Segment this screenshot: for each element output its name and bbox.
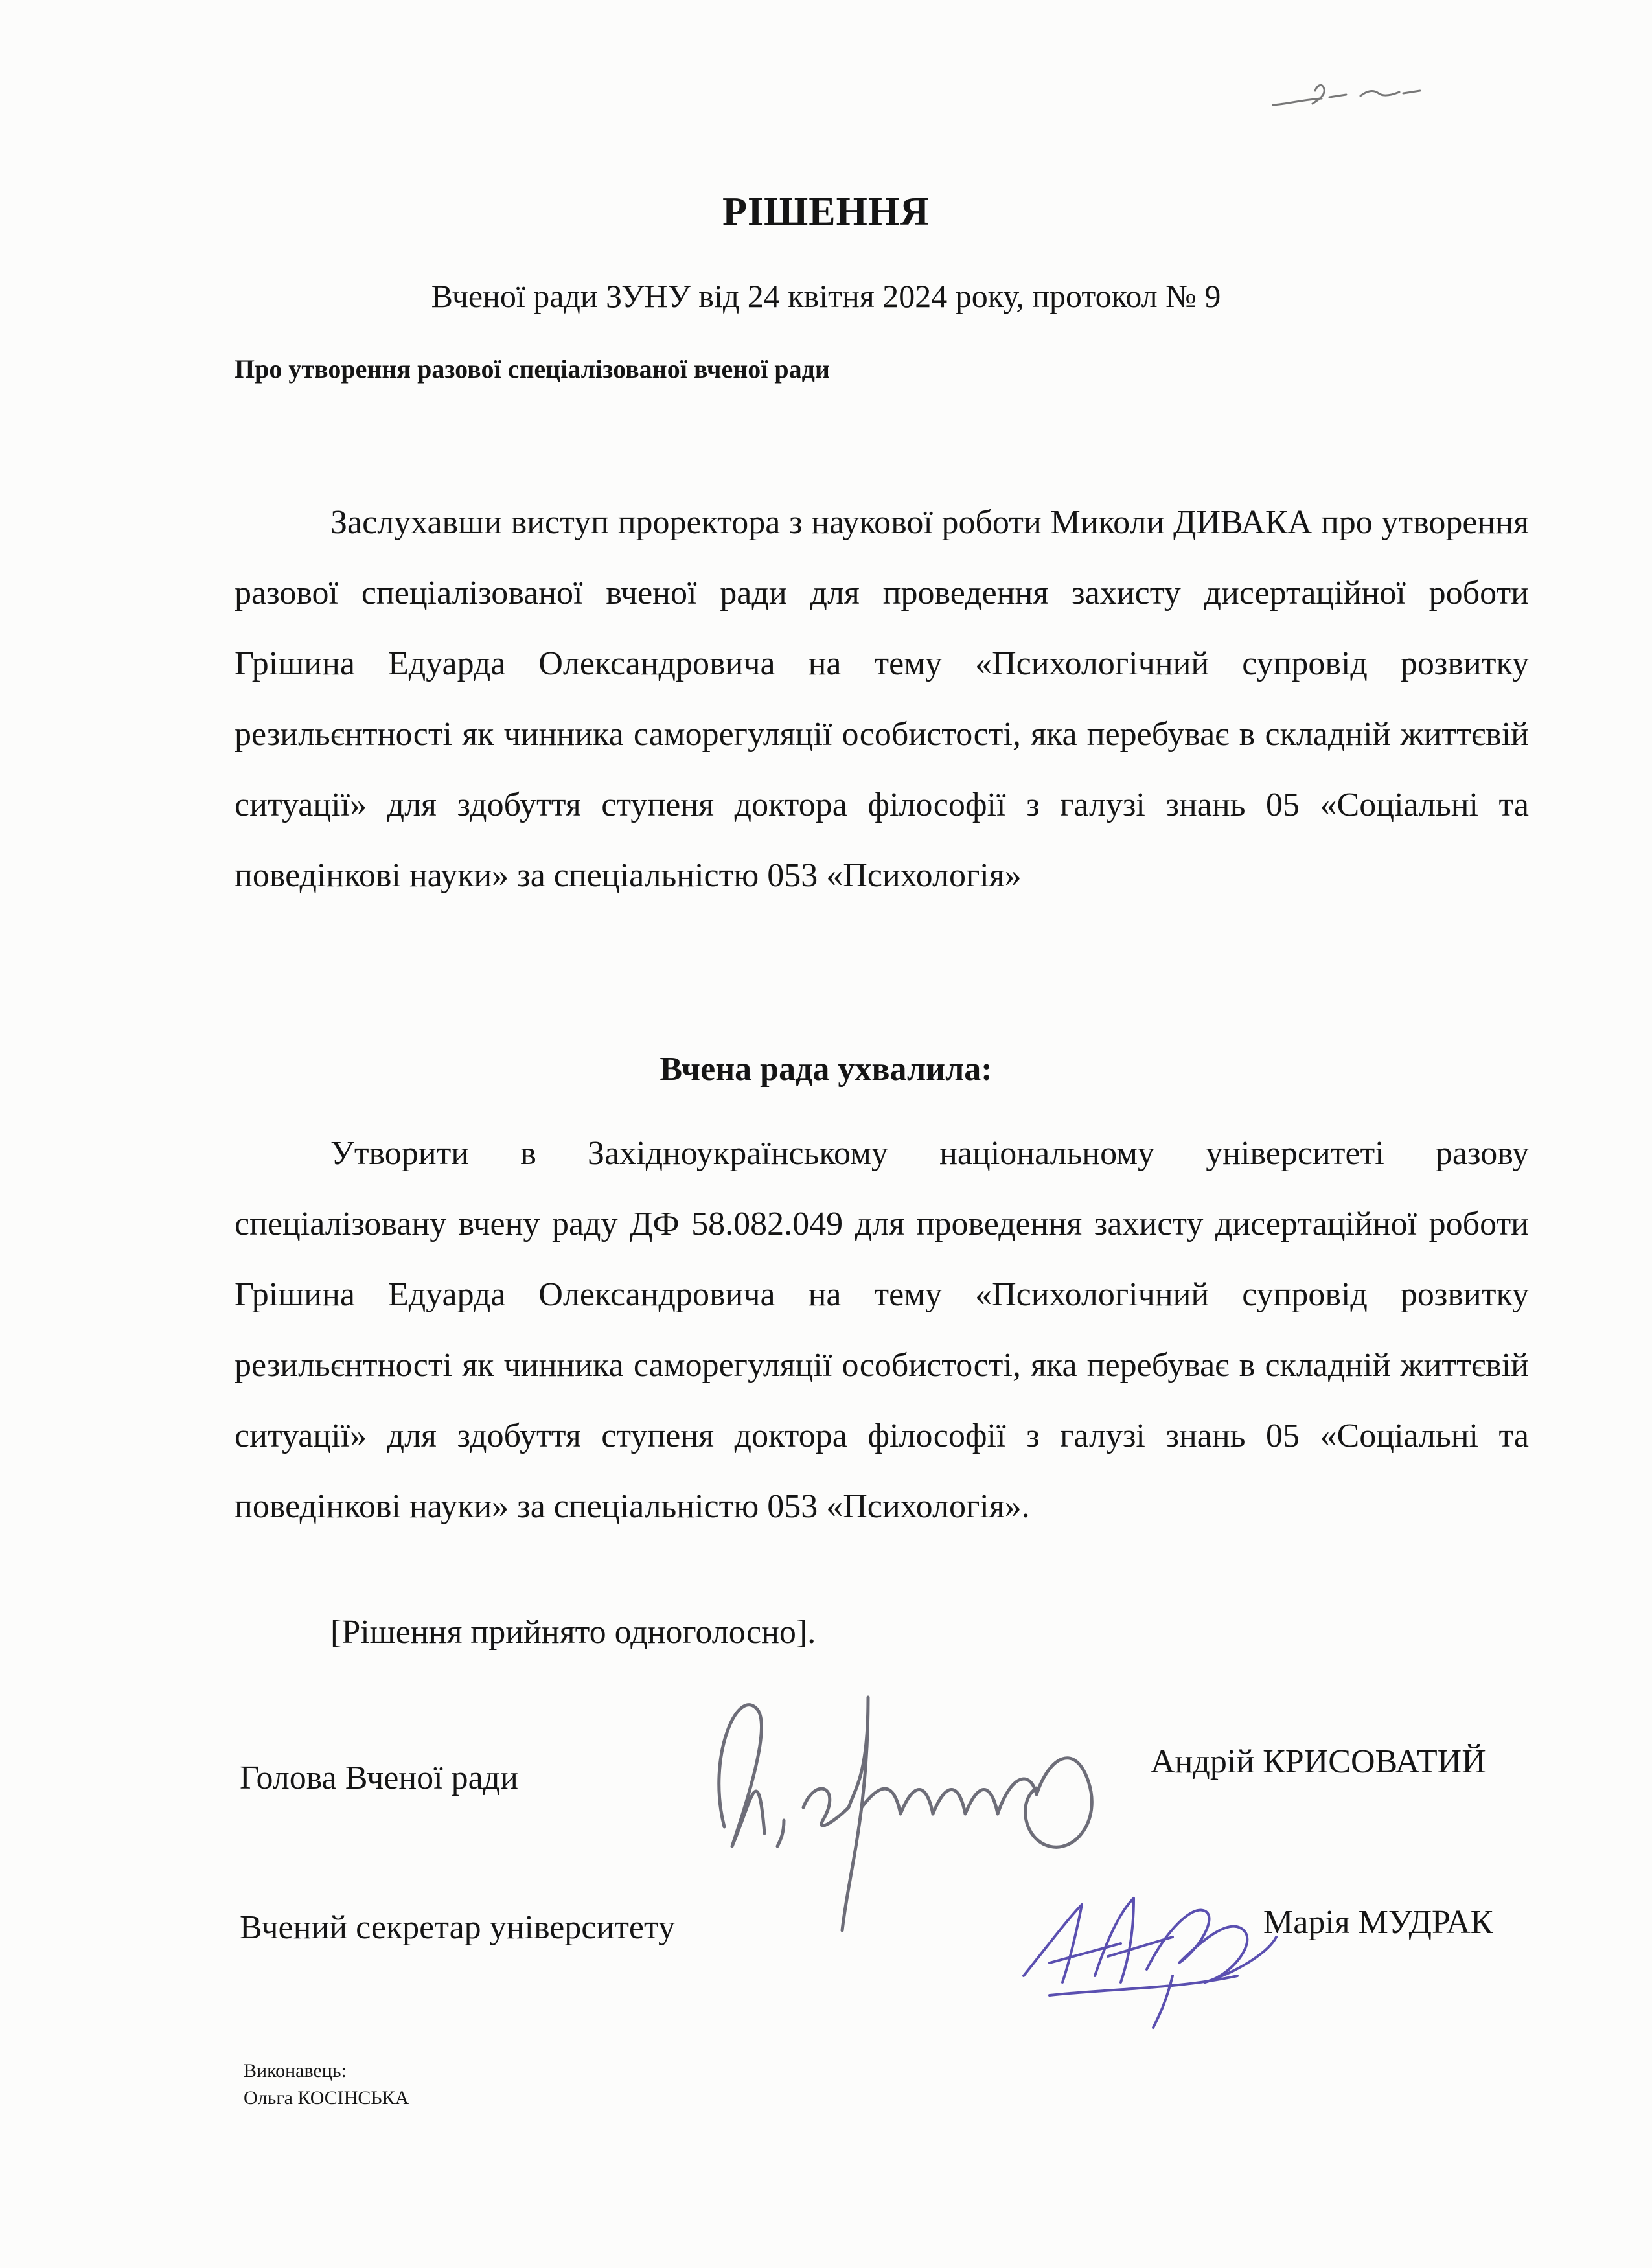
document-subtitle: Вченої ради ЗУНУ від 24 квітня 2024 року, протокол № 9 [431,278,1221,314]
executor-label: Виконавець: [244,2060,347,2081]
executor-block [244,2057,409,2112]
document-subject: Про утворення разової спеціалізованої вченої ради [235,354,830,384]
chair-name: Андрій КРИСОВАТИЙ [1151,1743,1486,1780]
executor-name: Ольга КОСІНСЬКА [244,2087,409,2109]
secretary-name: Марія МУДРАК [1263,1904,1493,1941]
chair-label: Голова Вченої ради [240,1759,518,1796]
unanimous-note: [Рішення прийнято одноголосно]. [330,1614,816,1651]
secretary-signature-icon [1011,1866,1289,2034]
resolution-paragraph: Утворити в Західноукраїнському національному університеті разову спеціалізовану вчену раду ДФ 58.082.049 для проведення захисту дисертаційної роботи Грішина Едуарда Олександровича на тему «Психологічний супровід розвитку резильєнтності як чинника саморегуляції особистості, яка перебуває в складній життєвій ситуації» для здобуття ступеня доктора філософії з галузі знань 05 «Соціальні та поведінкові науки» за спеціальністю 053 «Психологія». [235,1135,1529,1525]
handwritten-mark-icon [1270,71,1425,117]
secretary-label: Вчений секретар університету [240,1909,676,1946]
document-title: РІШЕННЯ [722,190,930,234]
hearing-paragraph: Заслухавши виступ проректора з наукової роботи Миколи ДИВАКА про утворення разової спеціалізованої вченої ради для проведення захисту дисертаційної роботи Грішина Едуарда Олександровича на тему «Психологічний супровід розвитку резильєнтності як чинника саморегуляції особистості, яка перебуває в складній життєвій ситуації» для здобуття ступеня доктора філософії з галузі знань 05 «Соціальні та поведінкові науки» за спеціальністю 053 «Психологія» [235,504,1529,894]
resolved-heading: Вчена рада ухвалила: [660,1051,992,1088]
